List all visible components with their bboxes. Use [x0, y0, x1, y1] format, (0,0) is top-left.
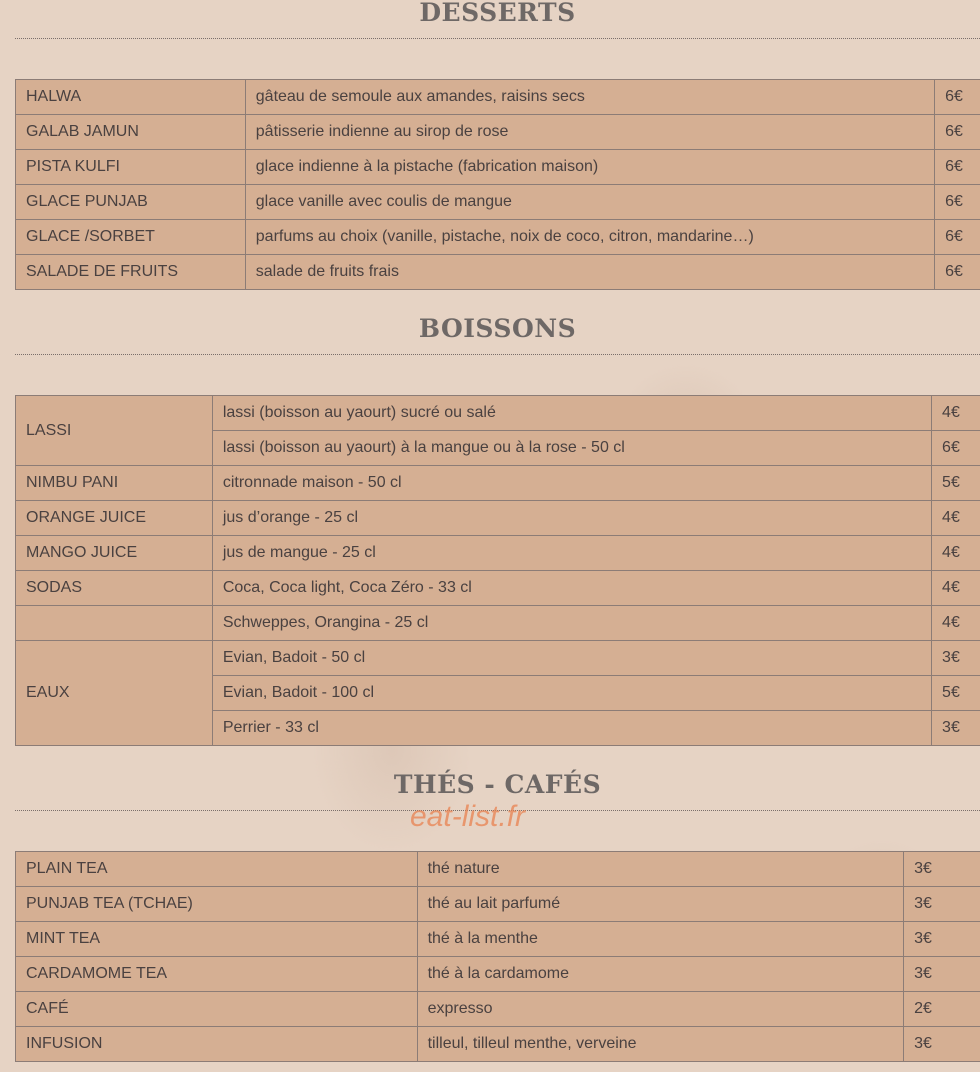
- item-description: Schweppes, Orangina - 25 cl: [212, 606, 931, 641]
- table-row: [16, 396, 980, 431]
- item-price: 5€: [932, 466, 980, 501]
- item-name: NIMBU PANI: [16, 466, 213, 501]
- item-name: MINT TEA: [16, 922, 418, 957]
- item-price: 3€: [904, 957, 980, 992]
- table-row: [16, 992, 980, 1027]
- item-description: salade de fruits frais: [245, 255, 934, 290]
- table-row: [16, 115, 980, 150]
- item-description: thé au lait parfumé: [417, 887, 904, 922]
- watermark: eat-list.fr: [410, 800, 526, 833]
- table-row: [16, 466, 980, 501]
- item-description: glace indienne à la pistache (fabrication maison): [245, 150, 934, 185]
- item-description: pâtisserie indienne au sirop de rose: [245, 115, 934, 150]
- boissons-heading: [15, 314, 980, 355]
- desserts-heading: [15, 0, 980, 39]
- boissons-table: [15, 395, 980, 746]
- item-name: [16, 606, 213, 641]
- thes-cafes-table: [15, 851, 980, 1062]
- table-row: [16, 536, 980, 571]
- item-price: 4€: [932, 396, 980, 431]
- item-price: 3€: [904, 922, 980, 957]
- item-price: 3€: [932, 641, 980, 676]
- item-price: 6€: [935, 115, 980, 150]
- item-price: 3€: [904, 852, 980, 887]
- item-name: PLAIN TEA: [16, 852, 418, 887]
- item-price: 4€: [932, 501, 980, 536]
- table-row: [16, 80, 980, 115]
- item-price: 4€: [932, 571, 980, 606]
- item-price: 3€: [904, 887, 980, 922]
- item-name: HALWA: [16, 80, 246, 115]
- boissons-title: BOISSONS: [418, 314, 577, 343]
- item-price: 6€: [935, 220, 980, 255]
- item-name: GLACE PUNJAB: [16, 185, 246, 220]
- item-name: CARDAMOME TEA: [16, 957, 418, 992]
- item-description: expresso: [417, 992, 904, 1027]
- item-description: gâteau de semoule aux amandes, raisins secs: [245, 80, 934, 115]
- item-price: 5€: [932, 676, 980, 711]
- item-name: PUNJAB TEA (TCHAE): [16, 887, 418, 922]
- item-description: jus de mangue - 25 cl: [212, 536, 931, 571]
- item-name: MANGO JUICE: [16, 536, 213, 571]
- item-description: thé à la menthe: [417, 922, 904, 957]
- table-row: [16, 852, 980, 887]
- thes-cafes-title: THÉS - CAFÉS: [393, 770, 602, 799]
- item-price: 3€: [932, 711, 980, 746]
- desserts-title: DESSERTS: [419, 0, 576, 27]
- item-price: 6€: [935, 150, 980, 185]
- item-name: ORANGE JUICE: [16, 501, 213, 536]
- item-description: Perrier - 33 cl: [212, 711, 931, 746]
- item-name: GALAB JAMUN: [16, 115, 246, 150]
- table-row: [16, 887, 980, 922]
- item-price: 4€: [932, 606, 980, 641]
- item-name: GLACE /SORBET: [16, 220, 246, 255]
- table-row: [16, 1027, 980, 1062]
- item-description: Evian, Badoit - 50 cl: [212, 641, 931, 676]
- table-row: [16, 957, 980, 992]
- table-row: [16, 606, 980, 641]
- table-row: [16, 641, 980, 676]
- item-name: EAUX: [16, 641, 213, 746]
- item-price: 6€: [935, 185, 980, 220]
- item-price: 4€: [932, 536, 980, 571]
- table-row: [16, 220, 980, 255]
- item-name: SODAS: [16, 571, 213, 606]
- item-description: citronnade maison - 50 cl: [212, 466, 931, 501]
- table-row: [16, 922, 980, 957]
- item-description: parfums au choix (vanille, pistache, noix de coco, citron, mandarine…): [245, 220, 934, 255]
- item-description: jus d’orange - 25 cl: [212, 501, 931, 536]
- item-price: 3€: [904, 1027, 980, 1062]
- item-price: 6€: [935, 80, 980, 115]
- item-name: LASSI: [16, 396, 213, 466]
- desserts-table: [15, 79, 980, 290]
- table-row: [16, 501, 980, 536]
- item-description: Evian, Badoit - 100 cl: [212, 676, 931, 711]
- item-description: tilleul, tilleul menthe, verveine: [417, 1027, 904, 1062]
- item-name: PISTA KULFI: [16, 150, 246, 185]
- table-row: [16, 150, 980, 185]
- item-description: thé à la cardamome: [417, 957, 904, 992]
- item-name: INFUSION: [16, 1027, 418, 1062]
- item-name: CAFÉ: [16, 992, 418, 1027]
- table-row: [16, 571, 980, 606]
- item-description: lassi (boisson au yaourt) à la mangue ou à la rose - 50 cl: [212, 431, 931, 466]
- table-row: [16, 185, 980, 220]
- item-description: glace vanille avec coulis de mangue: [245, 185, 934, 220]
- item-description: thé nature: [417, 852, 904, 887]
- item-name: SALADE DE FRUITS: [16, 255, 246, 290]
- item-description: Coca, Coca light, Coca Zéro - 33 cl: [212, 571, 931, 606]
- item-price: 6€: [932, 431, 980, 466]
- table-row: [16, 255, 980, 290]
- item-description: lassi (boisson au yaourt) sucré ou salé: [212, 396, 931, 431]
- item-price: 2€: [904, 992, 980, 1027]
- item-price: 6€: [935, 255, 980, 290]
